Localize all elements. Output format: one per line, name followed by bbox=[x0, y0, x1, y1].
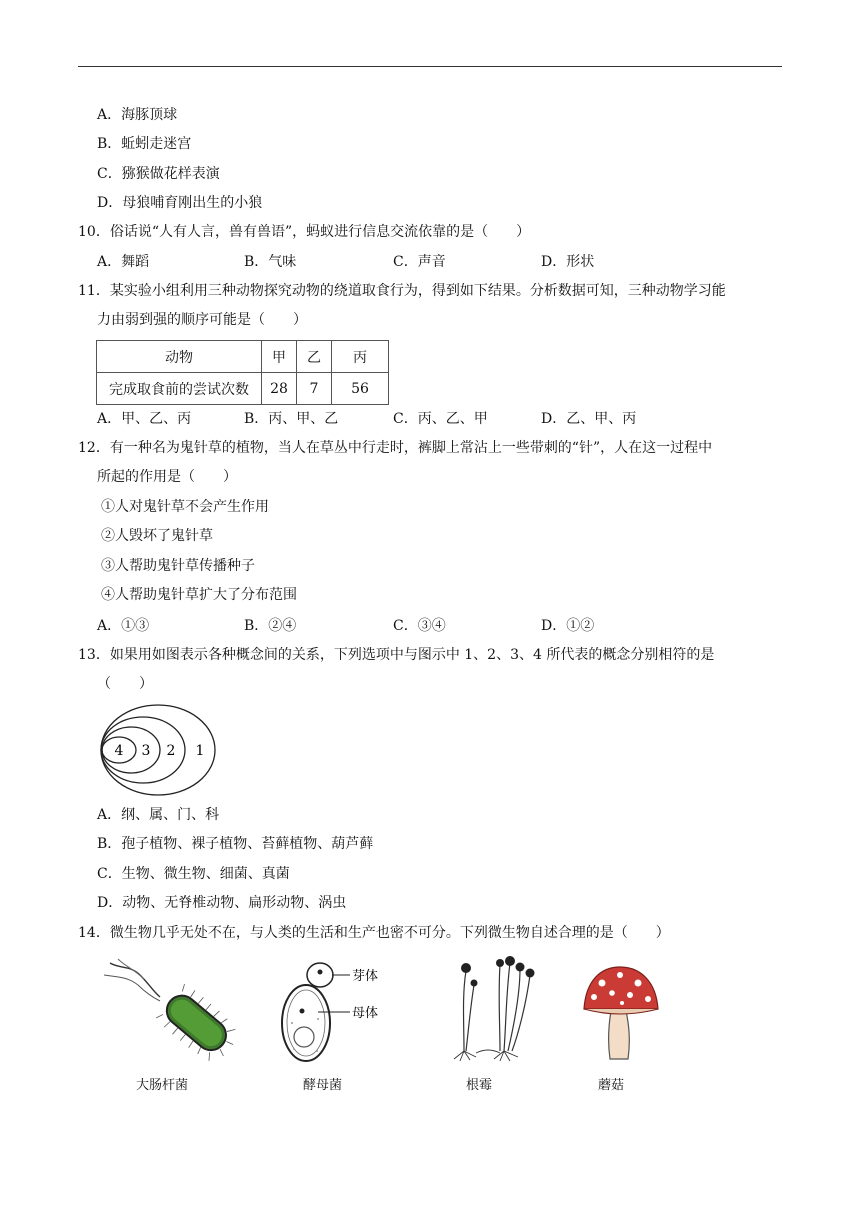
concept-nesting-diagram bbox=[98, 702, 220, 798]
table-header-cell: 丙 bbox=[332, 341, 389, 373]
mushroom-illustration bbox=[578, 963, 668, 1067]
yeast-illustration bbox=[272, 957, 392, 1067]
q13-stem-line2: （ ） bbox=[97, 676, 153, 692]
q9-option-a[interactable]: A．海豚顶球 bbox=[97, 107, 178, 123]
q13-option-b[interactable]: B．孢子植物、裸子植物、苔藓植物、葫芦藓 bbox=[97, 836, 374, 852]
diagram-label-2: 2 bbox=[166, 743, 176, 759]
q10-option-a[interactable]: A．舞蹈 bbox=[97, 254, 150, 270]
table-cell: 完成取食前的尝试次数 bbox=[97, 373, 262, 405]
yeast-bud bbox=[307, 963, 333, 987]
yeast-mother-cell bbox=[282, 985, 330, 1061]
table-cell: 56 bbox=[332, 373, 389, 405]
q10-option-b[interactable]: B．气味 bbox=[244, 254, 297, 270]
q10-option-d[interactable]: D．形状 bbox=[541, 254, 595, 270]
q13-option-c[interactable]: C．生物、微生物、细菌、真菌 bbox=[97, 866, 290, 882]
table-cell: 7 bbox=[297, 373, 332, 405]
q12-statement-1: ①人对鬼针草不会产生作用 bbox=[101, 499, 269, 515]
q11-option-d[interactable]: D．乙、甲、丙 bbox=[541, 411, 637, 427]
ellipse-3 bbox=[102, 727, 160, 773]
q11-option-a[interactable]: A．甲、乙、丙 bbox=[97, 411, 192, 427]
diagram-label-3: 3 bbox=[141, 743, 151, 759]
e-coli-illustration bbox=[100, 955, 240, 1065]
q9-option-d[interactable]: D．母狼哺育刚出生的小狼 bbox=[97, 195, 263, 211]
q12-stem-line1: 12．有一种名为鬼针草的植物，当人在草丛中行走时，裤脚上常沾上一些带刺的“针”，人在这一过程中 bbox=[78, 440, 713, 456]
mushroom-stem bbox=[609, 1011, 630, 1059]
q13-option-a[interactable]: A．纲、属、门、科 bbox=[97, 807, 220, 823]
caption-yeast: 酵母菌 bbox=[303, 1078, 343, 1093]
q11-data-table bbox=[96, 340, 389, 405]
table-row bbox=[97, 373, 389, 405]
q10-option-c[interactable]: C．声音 bbox=[393, 254, 446, 270]
header-rule bbox=[78, 66, 782, 67]
q14-stem: 14．微生物几乎无处不在，与人类的生活和生产也密不可分。下列微生物自述合理的是（ ） bbox=[78, 925, 670, 941]
diagram-label-4: 4 bbox=[114, 743, 124, 759]
diagram-label-1: 1 bbox=[195, 743, 205, 759]
caption-rhizopus: 根霉 bbox=[466, 1078, 493, 1093]
rhizopus-illustration bbox=[440, 955, 540, 1065]
q12-stem-line2: 所起的作用是（ ） bbox=[97, 469, 237, 485]
q12-option-b[interactable]: B．②④ bbox=[244, 618, 297, 634]
caption-e-coli: 大肠杆菌 bbox=[136, 1078, 189, 1093]
caption-mushroom: 蘑菇 bbox=[598, 1078, 625, 1093]
table-header-cell: 甲 bbox=[262, 341, 297, 373]
q13-stem-line1: 13．如果用如图表示各种概念间的关系，下列选项中与图示中 1、2、3、4 所代表的概念分别相符的是 bbox=[78, 647, 715, 663]
q13-option-d[interactable]: D．动物、无脊椎动物、扁形动物、涡虫 bbox=[97, 895, 347, 911]
q12-option-a[interactable]: A．①③ bbox=[97, 618, 150, 634]
yeast-label-mother: 母体 bbox=[352, 1006, 379, 1021]
q12-statement-4: ④人帮助鬼针草扩大了分布范围 bbox=[101, 587, 297, 603]
q12-option-c[interactable]: C．③④ bbox=[393, 618, 446, 634]
table-header-row bbox=[97, 341, 389, 373]
q11-option-b[interactable]: B．丙、甲、乙 bbox=[244, 411, 339, 427]
q9-option-b[interactable]: B．蚯蚓走迷宫 bbox=[97, 136, 192, 152]
q12-statement-3: ③人帮助鬼针草传播种子 bbox=[101, 558, 255, 574]
yeast-label-bud: 芽体 bbox=[352, 969, 379, 984]
table-header-cell: 乙 bbox=[297, 341, 332, 373]
q9-option-c[interactable]: C．猕猴做花样表演 bbox=[97, 166, 220, 182]
q12-option-d[interactable]: D．①② bbox=[541, 618, 595, 634]
q11-stem-line1: 11．某实验小组利用三种动物探究动物的绕道取食行为，得到如下结果。分析数据可知，三种动物学习能 bbox=[78, 283, 726, 299]
q12-statement-2: ②人毁坏了鬼针草 bbox=[101, 528, 213, 544]
table-cell: 28 bbox=[262, 373, 297, 405]
table-header-cell: 动物 bbox=[97, 341, 262, 373]
q11-option-c[interactable]: C．丙、乙、甲 bbox=[393, 411, 488, 427]
q10-stem: 10．俗话说“人有人言，兽有兽语”，蚂蚁进行信息交流依靠的是（ ） bbox=[78, 224, 531, 240]
q11-stem-line2: 力由弱到强的顺序可能是（ ） bbox=[97, 312, 307, 328]
